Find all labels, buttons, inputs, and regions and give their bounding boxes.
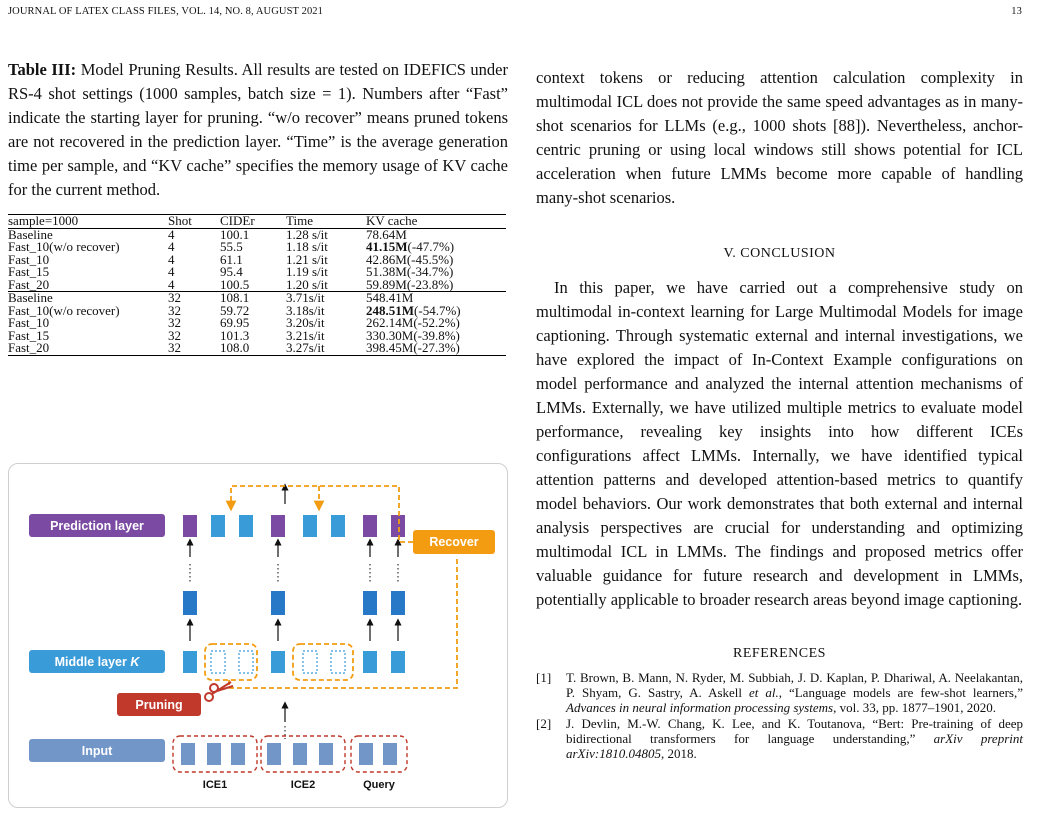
row-kv-value: 248.51M	[366, 302, 415, 318]
prediction-token	[239, 515, 253, 537]
row-kv-percent: (-45.5%)	[406, 251, 454, 267]
row-cider: 59.72	[220, 302, 250, 318]
table-caption	[8, 58, 508, 202]
input-token	[231, 743, 245, 765]
input-token	[359, 743, 373, 765]
middle-token	[363, 651, 377, 673]
row-method: Fast_10(w/o recover)	[8, 239, 120, 254]
references-heading: REFERENCES	[733, 646, 826, 661]
reference-number: [1]	[536, 670, 552, 685]
row-shot: 4	[168, 226, 175, 242]
input-token	[383, 743, 397, 765]
row-method: Fast_10	[8, 315, 50, 330]
header-time: Time	[286, 215, 366, 229]
input-token	[319, 743, 333, 765]
row-time: 3.27s/it	[286, 342, 366, 355]
input-token	[293, 743, 307, 765]
table-row	[8, 342, 506, 355]
prediction-token	[271, 515, 285, 537]
header-shot: Shot	[168, 215, 220, 229]
row-kv-value: 51.38M	[366, 264, 407, 279]
row-time: 3.18s/it	[286, 302, 325, 318]
row-time: 1.21 s/it	[286, 251, 328, 267]
row-cider: 101.3	[220, 327, 250, 343]
row-time: 3.20s/it	[286, 315, 325, 330]
results-table	[8, 214, 506, 356]
reference-details: , vol. 33, pp. 1877–1901, 2020.	[833, 700, 996, 715]
prediction-token	[183, 515, 197, 537]
row-shot: 32	[168, 302, 181, 318]
pruning-diagram	[9, 464, 507, 807]
row-kv-percent: (-52.2%)	[413, 315, 460, 330]
recover-path-top	[231, 486, 413, 542]
input-layer-label: Input	[81, 744, 113, 758]
row-kv-percent: (-34.7%)	[406, 264, 454, 279]
header-cider: CIDEr	[220, 215, 286, 229]
intermediate-token	[183, 591, 197, 615]
reference-etal: et al.	[749, 685, 779, 700]
header-kv: KV cache	[366, 215, 506, 229]
ice2-label: ICE2	[290, 779, 316, 791]
middle-layer-label: Middle layer K	[54, 655, 140, 669]
middle-layer-k: K	[126, 655, 140, 669]
row-method: Fast_10(w/o recover)	[8, 302, 120, 318]
row-shot: 4	[168, 239, 175, 254]
row-kv-value: 330.30M	[366, 327, 414, 343]
prediction-token	[211, 515, 225, 537]
row-time: 1.20 s/it	[286, 276, 328, 292]
row-cider: 95.4	[220, 264, 243, 279]
row-time: 3.21s/it	[286, 327, 325, 343]
conclusion-paragraph: In this paper, we have carried out a comprehensive study on multimodal in-context learning for Large Multimodal Models for image captioning. Through systematic external and internal investigations, we have explored the impact of In-Context Example configurations on model performance and analyzed the internal attention mechanisms of LMMs. Externally, we have utilized multiple metrics to evaluate model performance, revealing key insights into how different ICEs configurations affect LMMs. Internally, we have identified typical attention patterns and developed attention-based metrics to quantify model behaviors. Our work demonstrates that both external and internal analysis perspectives are crucial for understanding and optimizing multimodal ICL in LMMs. The findings and proposed metrics offer valuable guidance for future research and development in LMMs, potentially applicable to broader research areas beyond image captioning.	[536, 278, 1023, 609]
row-shot: 32	[168, 315, 181, 330]
table-label: Table III:	[8, 60, 77, 79]
reference-venue: arXiv preprint arXiv:1810.04805	[566, 731, 1023, 761]
intermediate-token	[363, 591, 377, 615]
reference-item	[536, 716, 1023, 761]
row-method: Fast_20	[8, 342, 168, 355]
row-shot: 4	[168, 251, 175, 267]
row-shot: 32	[168, 342, 220, 355]
row-time: 1.19 s/it	[286, 264, 328, 279]
row-kv-value: 398.45M	[366, 340, 414, 355]
conclusion-heading: V. CONCLUSION	[723, 246, 836, 261]
journal-title: JOURNAL OF LATEX CLASS FILES, VOL. 14, NO. 8, AUGUST 2021	[8, 6, 323, 17]
left-column	[8, 58, 508, 356]
table-caption-text: Model Pruning Results. All results are tested on IDEFICS under RS-4 shot settings (1000 samples, batch size = 1). Numbers after “Fast” indicate the starting layer for pruning. “w/o recover” means pruned tokens are not recovered in the prediction layer. “Time” is the average generation time per sample, and “KV cache” specifies the memory usage of KV cache for the current method.	[8, 60, 508, 199]
pruned-token	[211, 651, 225, 673]
query-label: Query	[363, 779, 395, 791]
middle-token	[271, 651, 285, 673]
row-kv-percent: (-39.8%)	[413, 327, 460, 343]
right-column	[536, 66, 1023, 762]
middle-token	[391, 651, 405, 673]
pruned-token	[239, 651, 253, 673]
row-cider: 100.5	[220, 276, 250, 292]
row-shot: 32	[168, 327, 181, 343]
row-method: Fast_15	[8, 327, 50, 343]
pruned-token	[331, 651, 345, 673]
row-shot: 32	[168, 292, 220, 305]
input-token	[181, 743, 195, 765]
prediction-token	[391, 515, 405, 537]
pruning-label: Pruning	[135, 698, 183, 712]
ice1-label: ICE1	[202, 779, 228, 791]
row-time: 1.18 s/it	[286, 239, 328, 254]
row-kv-percent: (-23.8%)	[406, 276, 454, 292]
prediction-layer-label: Prediction layer	[50, 519, 144, 533]
intermediate-token	[391, 591, 405, 615]
row-kv	[366, 342, 506, 355]
prediction-token	[331, 515, 345, 537]
page-header	[8, 6, 1022, 17]
row-cider: 61.1	[220, 251, 243, 267]
scissors-icon	[205, 693, 213, 701]
row-shot: 4	[168, 276, 175, 292]
row-cider: 108.1	[220, 292, 286, 305]
row-kv-value: 59.89M	[366, 276, 407, 292]
middle-token	[183, 651, 197, 673]
row-method: Fast_15	[8, 264, 50, 279]
row-cider: 100.1	[220, 226, 250, 242]
reference-venue: Advances in neural information processing systems	[566, 700, 834, 715]
page-number: 13	[1011, 6, 1022, 17]
row-kv-value: 41.15M	[366, 239, 408, 254]
row-kv-percent: (-27.3%)	[413, 340, 460, 355]
row-kv-percent: (-54.7%)	[414, 302, 461, 318]
recover-label: Recover	[429, 535, 479, 549]
intro-paragraph: context tokens or reducing attention calculation complexity in multimodal ICL does not provide the same speed advantages as in many-shot scenarios for LLMs (e.g., 1000 shots [88]). Nevertheless, anchor-centric pruning or using local windows still shows potential for ICL acceleration when future LMMs become more capable of handling many-shot scenarios.	[536, 68, 1023, 207]
pruned-token	[303, 651, 317, 673]
table-row	[8, 279, 506, 292]
row-kv-value: 42.86M	[366, 251, 407, 267]
row-kv-value: 78.64M	[366, 226, 407, 242]
row-cider: 55.5	[220, 239, 243, 254]
row-method: Fast_20	[8, 276, 50, 292]
input-token	[267, 743, 281, 765]
row-cider: 108.0	[220, 342, 286, 355]
table-body	[8, 228, 506, 355]
intermediate-token	[271, 591, 285, 615]
row-method: Baseline	[8, 226, 53, 242]
row-shot: 4	[168, 264, 175, 279]
table-header-row	[8, 215, 506, 229]
reference-title: , “Language models are few-shot learners,”	[778, 685, 1023, 700]
reference-item	[536, 670, 1023, 715]
row-time: 3.71s/it	[286, 292, 366, 305]
reference-authors: J. Devlin, M.-W. Chang, K. Lee, and K. Toutanova, “Bert: Pre-training of deep bidirectional transformers for language understanding,”	[566, 716, 1023, 746]
pruning-figure	[8, 463, 508, 808]
prediction-token	[363, 515, 377, 537]
header-sample: sample=1000	[8, 215, 168, 229]
row-method: Baseline	[8, 292, 168, 305]
reference-authors: T. Brown, B. Mann, N. Ryder, M. Subbiah, J. D. Kaplan, P. Dhariwal, A. Neelakantan, P. Shyam, G. Sastry, A. Askell	[566, 670, 1023, 700]
row-time: 1.28 s/it	[286, 226, 328, 242]
reference-number: [2]	[536, 716, 552, 731]
input-token	[207, 743, 221, 765]
row-kv-value: 548.41M	[366, 290, 414, 305]
row-kv-value: 262.14M	[366, 315, 414, 330]
reference-details: , 2018.	[660, 746, 697, 761]
row-cider: 69.95	[220, 315, 250, 330]
reference-list	[536, 670, 1023, 761]
prediction-token	[303, 515, 317, 537]
row-method: Fast_10	[8, 251, 50, 267]
row-kv-percent: (-47.7%)	[407, 239, 455, 254]
